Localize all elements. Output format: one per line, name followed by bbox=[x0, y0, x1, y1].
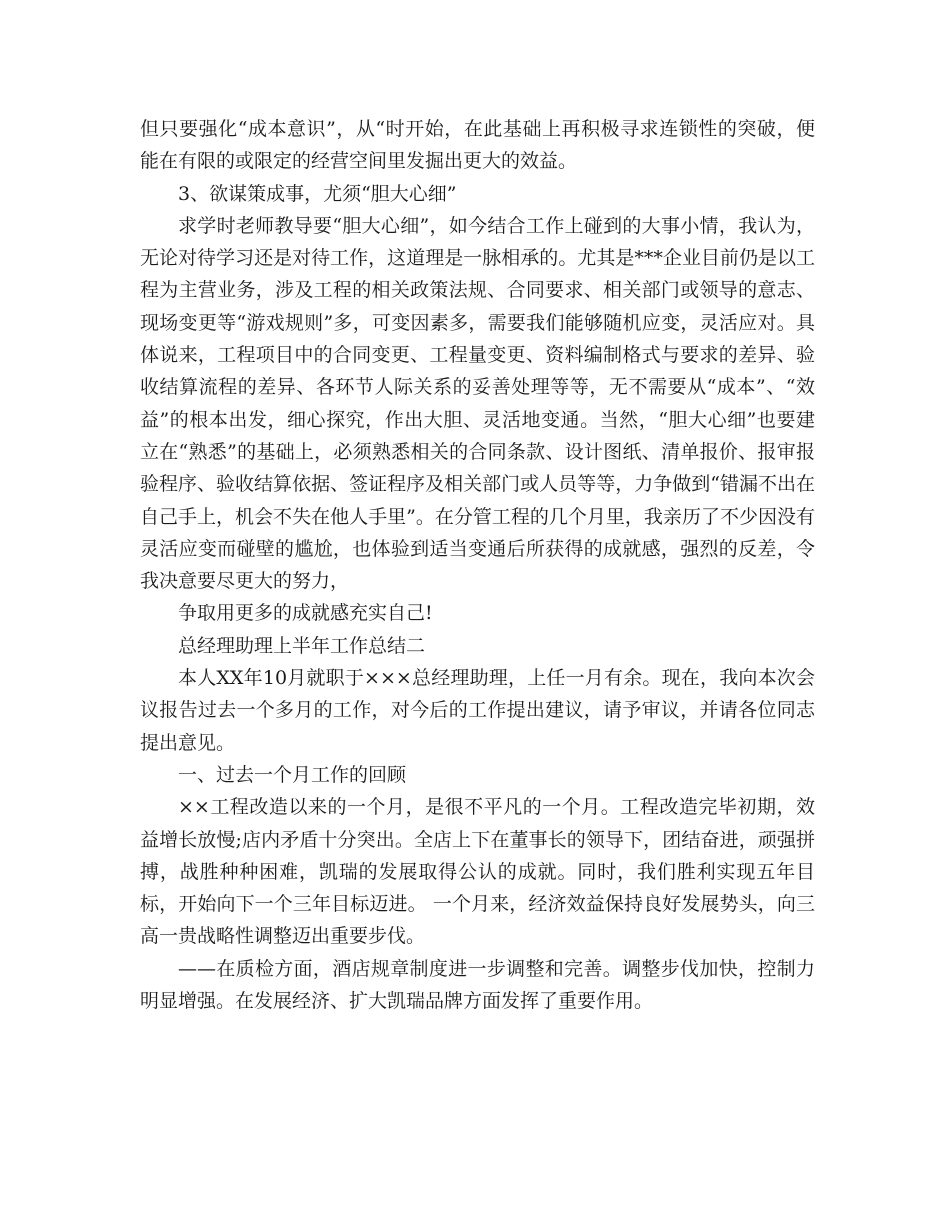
section-heading: 3、欲谋策成事，尤须“胆大心细” bbox=[178, 182, 457, 205]
section-heading: 一、过去一个月工作的回顾 bbox=[178, 763, 407, 786]
paragraph: ××工程改造以来的一个月，是很不平凡的一个月。工程改造完毕初期，效益增长放慢;店内矛盾十分突出。全店上下在董事长的领导下，团结奋进，顽强拼搏，战胜种种困难，凯瑞的发展取得公认的成就。同时，我们胜利实现五年目标，开始向下一个三年目标迈进。 一个月来，经济效益保持良好发展势头，向三高一贵战略性调整迈出重要步伐。 bbox=[140, 796, 815, 948]
paragraph: 本人XX年10月就职于×××总经理助理，上任一月有余。现在，我向本次会议报告过去一个多月的工作，对今后的工作提出建议，请予审议，并请各位同志提出意见。 bbox=[140, 667, 815, 754]
paragraph: ——在质检方面，酒店规章制度进一步调整和完善。调整步伐加快，控制力明显增强。在发展经济、扩大凯瑞品牌方面发挥了重要作用。 bbox=[140, 957, 815, 1013]
paragraph: 争取用更多的成就感充实自己! bbox=[178, 602, 433, 625]
document-title: 总经理助理上半年工作总结二 bbox=[178, 634, 426, 657]
document-body bbox=[140, 113, 815, 1017]
paragraph: 但只要强化“成本意识”，从“时开始，在此基础上再积极寻求连锁性的突破，便能在有限的或限定的经营空间里发掘出更大的效益。 bbox=[140, 118, 815, 173]
paragraph: 求学时老师教导要“胆大心细”，如今结合工作上碰到的大事小情，我认为，无论对待学习还是对待工作，这道理是一脉相承的。尤其是***企业目前仍是以工程为主营业务，涉及工程的相关政策法规、合同要求、相关部门或领导的意志、现场变更等“游戏规则”多，可变因素多，需要我们能够随机应变，灵活应对。具体说来，工程项目中的合同变更、工程量变更、资料编制格式与要求的差异、验收结算流程的差异、各环节人际关系的妥善处理等等，无不需要从“成本”、“效益”的根本出发，细心探究，作出大胆、灵活地变通。当然，“胆大心细”也要建立在“熟悉”的基础上，必须熟悉相关的合同条款、设计图纸、清单报价、报审报验程序、验收结算依据、签证程序及相关部门或人员等等，力争做到“错漏不出在自己手上，机会不失在他人手里”。在分管工程的几个月里，我亲历了不少因没有灵活应变而碰壁的尴尬，也体验到适当变通后所获得的成就感，强烈的反差，令我决意要尽更大的努力， bbox=[140, 214, 815, 593]
